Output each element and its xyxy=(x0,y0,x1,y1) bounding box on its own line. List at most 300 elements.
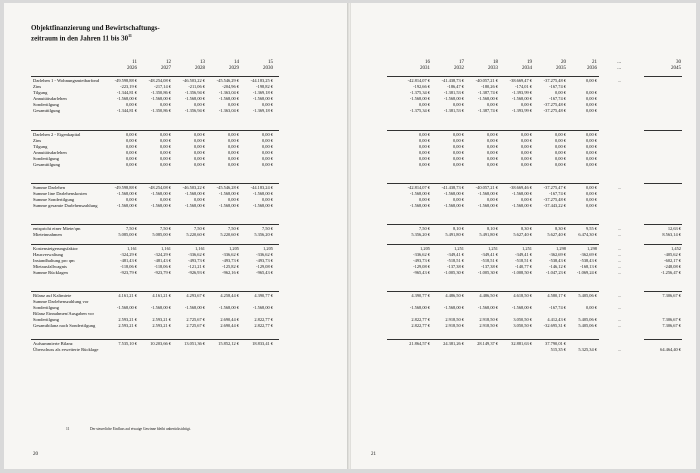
table-cell: 0,00 € xyxy=(453,150,464,155)
table-cell: 0,00 € xyxy=(521,102,532,107)
table-cell: -248,08 € xyxy=(664,264,681,269)
table-cell: -192,66 € xyxy=(413,84,430,89)
table-cell: -1.568,00 € xyxy=(150,203,171,208)
table-cell: 0,00 € xyxy=(126,162,137,167)
table-cell: -37.275,48 € xyxy=(543,197,566,202)
table-cell: ... xyxy=(617,226,621,231)
table-cell: 0,00 € xyxy=(160,150,171,155)
table-cell: 2.918,50 € xyxy=(479,317,498,322)
table-cell: 64.464,40 € xyxy=(660,347,681,352)
left-page xyxy=(4,3,348,469)
table-cell: 4.258,44 € xyxy=(220,293,239,298)
table-cell: -1.568,00 € xyxy=(409,96,430,101)
table-cell: -1.568,00 € xyxy=(218,305,239,310)
table-cell: 0,00 € xyxy=(487,197,498,202)
table-cell: 5.085,00 € xyxy=(118,232,137,237)
row-label: Gesamttilgung xyxy=(33,162,61,167)
year-number: 13 xyxy=(200,60,205,65)
row-label: Gesamttilgung xyxy=(33,108,61,113)
row-label: Tilgung xyxy=(33,90,48,95)
table-cell: 0,00 € xyxy=(586,102,597,107)
table-cell: 2.593,21 € xyxy=(152,323,171,328)
table-cell: -125,82 € xyxy=(222,264,239,269)
table-cell: ... xyxy=(617,252,621,257)
table-cell: 8.563,14 € xyxy=(662,232,681,237)
table-cell: -1.356,94 € xyxy=(184,90,205,95)
row-label: Zins xyxy=(33,84,42,89)
row-label: Darlehen 2 - Eigenkapital xyxy=(33,132,81,137)
table-cell: -1.568,00 € xyxy=(116,96,137,101)
year-value: 2034 xyxy=(522,66,532,71)
row-label: Kostensteigerungsfaktor xyxy=(33,246,78,251)
table-cell: 0,00 € xyxy=(126,102,137,107)
row-label: Hausverwaltung xyxy=(33,252,64,257)
table-rule xyxy=(644,183,682,184)
table-cell: 0,00 € xyxy=(555,150,566,155)
table-cell: 0,00 € xyxy=(228,197,239,202)
table-cell: 0,00 € xyxy=(586,150,597,155)
table-cell: -923,79 € xyxy=(120,270,137,275)
table-cell: -180,26 € xyxy=(481,84,498,89)
year-header xyxy=(647,60,681,72)
table-cell: 6.474,30 € xyxy=(578,232,597,237)
table-cell: -48.254,08 € xyxy=(148,78,171,83)
table-cell: -129,08 € xyxy=(256,264,273,269)
row-label: Darlehen 1 - Wohnungsmietbarfond xyxy=(33,78,100,83)
table-cell: -538,43 € xyxy=(549,258,566,263)
table-cell: -1.256,47 € xyxy=(660,270,681,275)
table-cell: -42.814,07 € xyxy=(407,78,430,83)
table-cell: 4.161,21 € xyxy=(118,293,137,298)
title-line-2 xyxy=(31,32,231,42)
table-cell: 32.881,63 € xyxy=(511,341,532,346)
table-cell: 5.405,06 € xyxy=(578,293,597,298)
table-cell: -198,82 € xyxy=(256,84,273,89)
table-cell: -1.568,00 € xyxy=(477,96,498,101)
year-number: 11 xyxy=(132,60,137,65)
table-cell: 0,00 € xyxy=(586,197,597,202)
table-cell: 0,00 € xyxy=(419,150,430,155)
table-cell: 0,00 € xyxy=(160,132,171,137)
table-cell: -41.438,73 € xyxy=(441,78,464,83)
table-cell: 0,00 € xyxy=(419,197,430,202)
table-cell: -923,79 € xyxy=(154,270,171,275)
table-cell: ... xyxy=(617,258,621,263)
table-cell: -1.393,99 € xyxy=(511,90,532,95)
table-cell: -186,47 € xyxy=(447,84,464,89)
year-value: 2027 xyxy=(161,66,171,71)
table-cell: -493,73 € xyxy=(413,258,430,263)
table-cell: -1.381,53 € xyxy=(443,108,464,113)
table-cell: -336,62 € xyxy=(222,252,239,257)
table-cell: -137,38 € xyxy=(447,264,464,269)
table-rule xyxy=(31,291,279,292)
table-cell: -167,74 € xyxy=(549,84,566,89)
footnote-number: 11 xyxy=(66,427,70,431)
table-cell: 1,298 xyxy=(587,246,597,251)
table-cell: 5.627,40 € xyxy=(513,232,532,237)
table-cell: -1.369,18 € xyxy=(252,90,273,95)
table-cell: ... xyxy=(617,347,621,352)
year-value: 2030 xyxy=(263,66,273,71)
table-cell: 5.356,20 € xyxy=(254,232,273,237)
table-cell: 0,00 € xyxy=(586,162,597,167)
table-rule xyxy=(644,339,682,340)
table-cell: 2.690,44 € xyxy=(220,323,239,328)
table-cell: -49.598,88 € xyxy=(114,78,137,83)
table-cell: ... xyxy=(617,305,621,310)
table-cell: 1,205 xyxy=(420,246,430,251)
table-cell: -46.503,22 € xyxy=(182,185,205,190)
row-label: Sondertilgung xyxy=(33,156,60,161)
table-cell: 0,00 € xyxy=(194,162,205,167)
table-cell: 3.050,50 € xyxy=(513,323,532,328)
table-cell: 0,00 € xyxy=(586,132,597,137)
table-cell: -349,41 € xyxy=(481,252,498,257)
row-label: Gesamtbilanz nach Sondertilgung xyxy=(33,323,96,328)
table-cell: 8,10 € xyxy=(453,226,464,231)
table-cell: -140,77 € xyxy=(515,264,532,269)
table-cell: -49.598,88 € xyxy=(114,185,137,190)
table-cell: 5.220,60 € xyxy=(220,232,239,237)
table-cell: 7,50 € xyxy=(262,226,273,231)
table-cell: 0,00 € xyxy=(262,150,273,155)
table-cell: 4.486,50 € xyxy=(445,293,464,298)
table-cell: -481,43 € xyxy=(154,258,171,263)
table-cell: 37.790,01 € xyxy=(545,341,566,346)
table-cell: -1.568,00 € xyxy=(443,96,464,101)
table-cell: -1.568,00 € xyxy=(150,96,171,101)
table-cell: ... xyxy=(617,264,621,269)
table-cell: 0,00 € xyxy=(453,162,464,167)
table-cell: -1.005,30 € xyxy=(477,270,498,275)
table-cell: -965,43 € xyxy=(413,270,430,275)
table-rule xyxy=(31,244,279,245)
table-rule xyxy=(31,183,279,184)
table-cell: -146,12 € xyxy=(549,264,566,269)
year-header xyxy=(464,60,498,72)
table-cell: -1.369,18 € xyxy=(252,108,273,113)
table-cell: 0,00 € xyxy=(521,138,532,143)
table-cell: ... xyxy=(617,317,621,322)
table-cell: 0,00 € xyxy=(487,132,498,137)
table-cell: -926,93 € xyxy=(188,270,205,275)
table-cell: -40.057,21 € xyxy=(475,78,498,83)
table-rule xyxy=(387,244,599,245)
table-cell: 7,50 € xyxy=(126,226,137,231)
year-header xyxy=(239,60,273,72)
table-cell: -37.275,48 € xyxy=(543,102,566,107)
table-cell: 2.822,77 € xyxy=(411,317,430,322)
table-cell: -1.568,00 € xyxy=(116,305,137,310)
table-cell: -1.008,50 € xyxy=(511,270,532,275)
row-label: Sondertilgung xyxy=(33,102,60,107)
year-header xyxy=(103,60,137,72)
table-rule xyxy=(31,130,279,131)
table-cell: -1.568,00 € xyxy=(409,203,430,208)
table-cell: 0,00 € xyxy=(160,162,171,167)
table-cell: -1.568,00 € xyxy=(511,305,532,310)
table-cell: 0,00 € xyxy=(453,197,464,202)
year-number: 15 xyxy=(268,60,273,65)
table-cell: -336,62 € xyxy=(188,252,205,257)
table-cell: 12,63 € xyxy=(667,226,681,231)
row-label: Summe Rücklagen xyxy=(33,270,68,275)
table-cell: -46.503,22 € xyxy=(182,78,205,83)
table-cell: 0,00 € xyxy=(521,156,532,161)
table-cell: 0,00 € xyxy=(487,144,498,149)
table-cell: 4.412,43 € xyxy=(547,317,566,322)
table-cell: 7,50 € xyxy=(228,226,239,231)
title-footnote-mark: 11 xyxy=(128,33,132,38)
table-cell: 0,00 € xyxy=(126,138,137,143)
page-number-left: 20 xyxy=(33,452,38,457)
table-cell: 0,00 € xyxy=(521,150,532,155)
row-label: Summe Sondertilgung xyxy=(33,197,75,202)
table-cell: -493,73 € xyxy=(222,258,239,263)
table-cell: 0,00 € xyxy=(586,185,597,190)
table-cell: 0,00 € xyxy=(262,132,273,137)
table-cell: 9,55 € xyxy=(586,226,597,231)
table-cell: 0,00 € xyxy=(262,156,273,161)
table-cell: -118,06 € xyxy=(154,264,171,269)
table-cell: -217,14 € xyxy=(154,84,171,89)
table-cell: 8,30 € xyxy=(555,226,566,231)
table-cell: 0,00 € xyxy=(160,156,171,161)
table-cell: 4.161,21 € xyxy=(152,293,171,298)
table-rule xyxy=(387,224,599,225)
row-label: Annuitätsdarlehen xyxy=(33,150,67,155)
row-label: Summe Darlehenszahlung vor xyxy=(33,299,89,304)
table-cell: 0,00 € xyxy=(419,162,430,167)
row-label: Sondertilgung xyxy=(33,317,60,322)
table-cell: -1.387,74 € xyxy=(477,90,498,95)
table-cell: 2.822,77 € xyxy=(254,317,273,322)
table-rule xyxy=(644,291,682,292)
year-number: 20 xyxy=(561,60,566,65)
table-cell: 0,00 € xyxy=(453,132,464,137)
table-cell: 0,00 € xyxy=(228,138,239,143)
table-cell: -602,17 € xyxy=(664,258,681,263)
row-label: Zins xyxy=(33,138,42,143)
table-rule xyxy=(387,339,599,340)
year-value: 2026 xyxy=(127,66,137,71)
table-cell: 7.535,10 € xyxy=(118,341,137,346)
table-rule xyxy=(31,339,279,340)
table-cell: 0,00 € xyxy=(487,156,498,161)
table-cell: 2.725,67 € xyxy=(186,317,205,322)
table-cell: 0,00 € xyxy=(586,305,597,310)
table-cell: 0,00 € xyxy=(521,197,532,202)
year-header xyxy=(430,60,464,72)
year-value: 2029 xyxy=(229,66,239,71)
table-cell: 1,205 xyxy=(263,246,273,251)
table-cell: 4.390,77 € xyxy=(254,293,273,298)
table-cell: 0,00 € xyxy=(586,191,597,196)
table-cell: -174,01 € xyxy=(515,84,532,89)
table-cell: -1.387,74 € xyxy=(477,108,498,113)
table-cell: 5.085,00 € xyxy=(152,232,171,237)
table-cell: 0,00 € xyxy=(487,150,498,155)
table-cell: 0,00 € xyxy=(586,156,597,161)
table-rule xyxy=(644,224,682,225)
table-cell: -1.363,04 € xyxy=(218,108,239,113)
table-cell: 1,161 xyxy=(195,246,205,251)
table-cell: -1.568,00 € xyxy=(218,96,239,101)
year-number: 17 xyxy=(459,60,464,65)
year-header xyxy=(498,60,532,72)
table-cell: -1.568,00 € xyxy=(184,191,205,196)
table-cell: 0,00 € xyxy=(555,162,566,167)
table-cell: 0,00 € xyxy=(262,144,273,149)
table-cell: 7.306,67 € xyxy=(662,293,681,298)
row-label: Bilanz auf Kaltmiete xyxy=(33,293,72,298)
table-cell: -1.568,00 € xyxy=(184,203,205,208)
table-cell: 3.050,50 € xyxy=(513,317,532,322)
title-line-1: Objektfinanzierung und Bewirtschaftungs- xyxy=(31,24,160,32)
table-cell: 0,00 € xyxy=(160,102,171,107)
table-cell: 5.405,06 € xyxy=(578,317,597,322)
table-cell: -45.546,29 € xyxy=(216,78,239,83)
year-header xyxy=(532,60,566,72)
table-cell: 0,00 € xyxy=(521,162,532,167)
table-cell: ... xyxy=(617,246,621,251)
table-cell: -1.047,23 € xyxy=(545,270,566,275)
table-cell: 18.833,41 € xyxy=(252,341,273,346)
table-cell: ... xyxy=(617,185,621,190)
table-cell: -41.438,73 € xyxy=(441,185,464,190)
table-cell: 4.390,77 € xyxy=(411,293,430,298)
table-cell: 5.491,80 € xyxy=(445,232,464,237)
table-cell: -1.568,00 € xyxy=(116,203,137,208)
table-cell: -362,69 € xyxy=(549,252,566,257)
table-cell: -349,41 € xyxy=(515,252,532,257)
table-cell: 0,00 € xyxy=(126,144,137,149)
table-cell: 1,251 xyxy=(522,246,532,251)
page-number-right: 21 xyxy=(371,452,376,457)
table-cell: 1,205 xyxy=(229,246,239,251)
table-cell: 1,251 xyxy=(488,246,498,251)
table-cell: -362,69 € xyxy=(580,252,597,257)
year-number: 21 xyxy=(592,60,597,65)
table-cell: -1.568,00 € xyxy=(477,191,498,196)
table-cell: -167,74 € xyxy=(549,305,566,310)
table-cell: -32.695,31 € xyxy=(543,323,566,328)
year-header xyxy=(563,60,597,72)
table-cell: -481,43 € xyxy=(120,258,137,263)
row-label: Mietausfallwagnis xyxy=(33,264,67,269)
table-cell: ... xyxy=(617,323,621,328)
title-line-2-text: zeitraum in den Jahren 11 bis 30 xyxy=(31,34,129,43)
table-cell: 24.381,26 € xyxy=(443,341,464,346)
table-cell: -1.568,00 € xyxy=(511,96,532,101)
table-cell: 0,00 € xyxy=(419,144,430,149)
table-cell: 5.627,40 € xyxy=(547,232,566,237)
table-cell: 0,00 € xyxy=(194,102,205,107)
table-cell: -48.254,08 € xyxy=(148,185,171,190)
table-cell: 0,00 € xyxy=(228,144,239,149)
table-cell: -1.005,30 € xyxy=(443,270,464,275)
table-cell: 2.690,44 € xyxy=(220,317,239,322)
table-rule xyxy=(644,244,682,245)
table-cell: -336,62 € xyxy=(256,252,273,257)
table-cell: 0,00 € xyxy=(555,138,566,143)
table-cell: 0,00 € xyxy=(194,132,205,137)
table-rule xyxy=(644,130,682,131)
table-cell: ... xyxy=(617,270,621,275)
table-cell: 0,00 € xyxy=(586,108,597,113)
table-cell: 0,00 € xyxy=(586,138,597,143)
table-cell: 21.864,57 € xyxy=(409,341,430,346)
year-value: ... xyxy=(617,66,621,71)
table-cell: -1.568,00 € xyxy=(150,305,171,310)
table-cell: 13.051,36 € xyxy=(184,341,205,346)
table-cell: -1.393,99 € xyxy=(511,108,532,113)
table-cell: -1.568,00 € xyxy=(511,191,532,196)
table-rule xyxy=(31,76,279,77)
table-cell: -37.275,47 € xyxy=(543,185,566,190)
table-cell: 0,00 € xyxy=(521,144,532,149)
table-cell: 1,452 xyxy=(671,246,681,251)
table-cell: -1.568,00 € xyxy=(184,305,205,310)
table-rule xyxy=(387,291,599,292)
table-cell: 0,00 € xyxy=(126,156,137,161)
row-label: Summe line Darlehenskosten xyxy=(33,191,87,196)
table-cell: -45.546,28 € xyxy=(216,185,239,190)
table-cell: -137,38 € xyxy=(481,264,498,269)
table-cell: -1.568,00 € xyxy=(443,191,464,196)
table-cell: 0,00 € xyxy=(262,102,273,107)
table-cell: 5.325,34 € xyxy=(578,347,597,352)
table-cell: 1,251 xyxy=(454,246,464,251)
table-cell: -223,19 € xyxy=(120,84,137,89)
table-rule xyxy=(644,76,682,77)
table-cell: 0,00 € xyxy=(194,138,205,143)
table-cell: -37.275,48 € xyxy=(543,108,566,113)
table-cell: 0,00 € xyxy=(160,197,171,202)
year-number: ... xyxy=(617,60,621,65)
table-cell: -1.356,94 € xyxy=(184,108,205,113)
table-cell: -518,51 € xyxy=(447,258,464,263)
row-label: entspricht einer Miete/qm xyxy=(33,226,81,231)
table-cell: -1.568,00 € xyxy=(218,203,239,208)
year-number: 12 xyxy=(166,60,171,65)
row-label: Sondertilgung xyxy=(33,305,60,310)
row-label: Überschuss als erweiterte Rücklage xyxy=(33,347,99,352)
table-cell: -1.381,53 € xyxy=(443,90,464,95)
row-label: Bilanz Einnahmen/Ausgaben vor xyxy=(33,311,94,316)
table-cell: 7,50 € xyxy=(419,226,430,231)
table-cell: 8,10 € xyxy=(487,226,498,231)
table-cell: 0,00 € xyxy=(586,203,597,208)
table-cell: -44.183,25 € xyxy=(250,78,273,83)
table-cell: -518,51 € xyxy=(515,258,532,263)
row-label: Annuitätsdarlehen xyxy=(33,96,67,101)
table-cell: 4.486,50 € xyxy=(479,293,498,298)
table-cell: -405,62 € xyxy=(664,252,681,257)
table-cell: 5.491,80 € xyxy=(479,232,498,237)
table-cell: -38.669,46 € xyxy=(509,185,532,190)
year-header xyxy=(137,60,171,72)
table-cell: 4.293,67 € xyxy=(186,293,205,298)
year-header xyxy=(205,60,239,72)
table-cell: 5.356,20 € xyxy=(411,232,430,237)
table-cell: 0,00 € xyxy=(586,96,597,101)
year-value: 2045 xyxy=(671,66,681,71)
table-cell: -493,73 € xyxy=(188,258,205,263)
table-cell: 0,00 € xyxy=(453,102,464,107)
table-cell: -1.568,00 € xyxy=(116,191,137,196)
